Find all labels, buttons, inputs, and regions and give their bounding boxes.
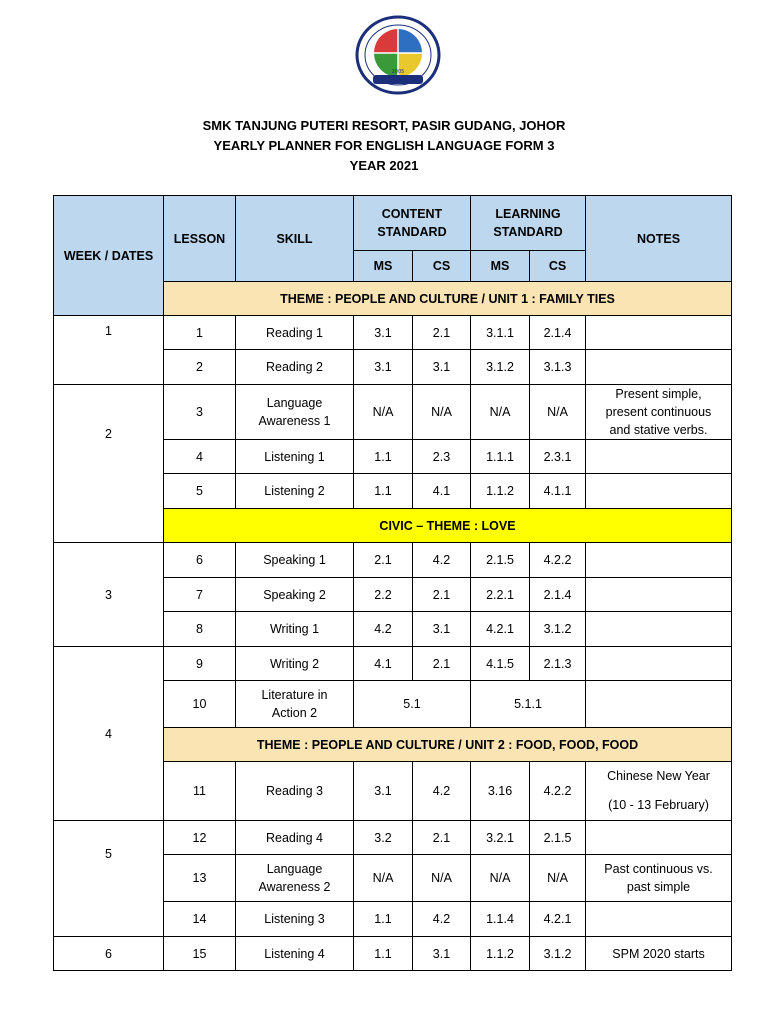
content-cs-cell: 4.2: [413, 902, 471, 937]
lesson-cell: 5: [164, 474, 236, 509]
learning-ms-cell: 4.2.1: [471, 612, 530, 647]
planner-title-heading: YEARLY PLANNER FOR ENGLISH LANGUAGE FORM 3: [213, 138, 555, 153]
lesson-cell: 10: [164, 681, 236, 728]
lesson-cell: 9: [164, 647, 236, 681]
notes-cell: [586, 821, 732, 855]
svg-text:2005: 2005: [391, 69, 405, 75]
theme-banner: THEME : PEOPLE AND CULTURE / UNIT 2 : FOOD, FOOD, FOOD: [164, 728, 732, 762]
skill-cell: Speaking 1: [236, 543, 354, 578]
skill-cell: Writing 1: [236, 612, 354, 647]
learning-cs-cell: 2.1.3: [530, 647, 586, 681]
content-cs-cell: 2.3: [413, 440, 471, 474]
notes-cell: [586, 681, 732, 728]
week-cell: 5: [54, 821, 164, 937]
week-cell: 4: [54, 647, 164, 821]
lesson-cell: 2: [164, 350, 236, 385]
learning-cs-cell: 2.1.4: [530, 316, 586, 350]
learning-ms-cell: 1.1.2: [471, 937, 530, 971]
learning-cs-cell: 4.2.1: [530, 902, 586, 937]
learning-ms-cell: 3.1.2: [471, 350, 530, 385]
content-ms-cell: 3.1: [354, 350, 413, 385]
skill-header: SKILL: [236, 196, 354, 282]
school-name-heading: SMK TANJUNG PUTERI RESORT, PASIR GUDANG, JOHOR: [202, 118, 566, 133]
skill-cell: Reading 3: [236, 762, 354, 821]
content-ms-cell: 4.2: [354, 612, 413, 647]
learning-ms-cell: 2.2.1: [471, 578, 530, 612]
lesson-cell: 15: [164, 937, 236, 971]
learning-standard-cell: 5.1.1: [471, 681, 586, 728]
table-row: [54, 385, 732, 440]
notes-cell: SPM 2020 starts: [586, 937, 732, 971]
learning-ms-cell: 1.1.4: [471, 902, 530, 937]
content-standard-cell: 5.1: [354, 681, 471, 728]
table-row: [54, 543, 732, 578]
learning-cs-cell: 4.2.2: [530, 762, 586, 821]
content-ms-cell: 2.2: [354, 578, 413, 612]
content-cs-cell: 2.1: [413, 578, 471, 612]
skill-cell: Reading 4: [236, 821, 354, 855]
skill-cell: Language Awareness 1: [236, 385, 354, 440]
yearly-planner-table: [53, 195, 732, 971]
content-cs-cell: 2.1: [413, 647, 471, 681]
week-cell: 3: [54, 543, 164, 647]
learning-cs-cell: 3.1.3: [530, 350, 586, 385]
learning-ms-cell: N/A: [471, 385, 530, 440]
lesson-cell: 1: [164, 316, 236, 350]
notes-cell: [586, 902, 732, 937]
content-ms-cell: 1.1: [354, 902, 413, 937]
content-cs-cell: 2.1: [413, 821, 471, 855]
learning-ms-cell: 1.1.2: [471, 474, 530, 509]
content-cs-cell: 4.1: [413, 474, 471, 509]
learning-cs-cell: 2.3.1: [530, 440, 586, 474]
content-cs-cell: 4.2: [413, 543, 471, 578]
notes-cell: Past continuous vs. past simple: [586, 855, 732, 902]
learning-ms-cell: 4.1.5: [471, 647, 530, 681]
lesson-cell: 3: [164, 385, 236, 440]
content-ms-cell: 3.2: [354, 821, 413, 855]
content-cs-cell: 2.1: [413, 316, 471, 350]
learning-ms-cell: 3.1.1: [471, 316, 530, 350]
content-cs-cell: 4.2: [413, 762, 471, 821]
learning-cs-header: CS: [530, 251, 586, 282]
lesson-cell: 14: [164, 902, 236, 937]
content-ms-cell: N/A: [354, 385, 413, 440]
learning-cs-cell: N/A: [530, 855, 586, 902]
content-ms-cell: 3.1: [354, 316, 413, 350]
skill-cell: Listening 1: [236, 440, 354, 474]
year-heading: YEAR 2021: [349, 158, 419, 173]
table-row: [54, 647, 732, 681]
learning-cs-cell: 2.1.5: [530, 821, 586, 855]
skill-cell: Listening 4: [236, 937, 354, 971]
lesson-cell: 11: [164, 762, 236, 821]
lesson-header: LESSON: [164, 196, 236, 282]
learning-cs-cell: N/A: [530, 385, 586, 440]
notes-cell: [586, 647, 732, 681]
table-row: [54, 821, 732, 855]
learning-ms-cell: N/A: [471, 855, 530, 902]
content-ms-header: MS: [354, 251, 413, 282]
lesson-cell: 13: [164, 855, 236, 902]
theme-banner: THEME : PEOPLE AND CULTURE / UNIT 1 : FAMILY TIES: [164, 282, 732, 316]
learning-cs-cell: 3.1.2: [530, 937, 586, 971]
notes-cell: [586, 440, 732, 474]
skill-cell: Literature in Action 2: [236, 681, 354, 728]
content-ms-cell: N/A: [354, 855, 413, 902]
lesson-cell: 4: [164, 440, 236, 474]
lesson-cell: 12: [164, 821, 236, 855]
content-cs-header: CS: [413, 251, 471, 282]
notes-cell: [586, 612, 732, 647]
learning-standard-header: LEARNING STANDARD: [471, 196, 586, 251]
content-standard-header: CONTENT STANDARD: [354, 196, 471, 251]
learning-cs-cell: 4.1.1: [530, 474, 586, 509]
week-dates-header: WEEK / DATES: [54, 196, 164, 316]
learning-ms-header: MS: [471, 251, 530, 282]
skill-cell: Language Awareness 2: [236, 855, 354, 902]
content-cs-cell: N/A: [413, 385, 471, 440]
notes-cell: Present simple, present continuous and stative verbs.: [586, 385, 732, 440]
content-cs-cell: 3.1: [413, 612, 471, 647]
content-ms-cell: 2.1: [354, 543, 413, 578]
content-cs-cell: N/A: [413, 855, 471, 902]
content-cs-cell: 3.1: [413, 350, 471, 385]
week-cell: 2: [54, 385, 164, 543]
skill-cell: Listening 2: [236, 474, 354, 509]
content-ms-cell: 3.1: [354, 762, 413, 821]
learning-cs-cell: 3.1.2: [530, 612, 586, 647]
lesson-cell: 6: [164, 543, 236, 578]
learning-ms-cell: 3.2.1: [471, 821, 530, 855]
notes-cell: [586, 578, 732, 612]
content-ms-cell: 4.1: [354, 647, 413, 681]
content-cs-cell: 3.1: [413, 937, 471, 971]
notes-cell: [586, 543, 732, 578]
lesson-cell: 7: [164, 578, 236, 612]
skill-cell: Listening 3: [236, 902, 354, 937]
skill-cell: Reading 2: [236, 350, 354, 385]
week-cell: 1: [54, 316, 164, 385]
learning-ms-cell: 2.1.5: [471, 543, 530, 578]
learning-ms-cell: 3.16: [471, 762, 530, 821]
notes-cell: [586, 474, 732, 509]
school-crest-logo: [355, 15, 441, 95]
table-row: [54, 316, 732, 350]
table-row: [54, 937, 732, 971]
skill-cell: Speaking 2: [236, 578, 354, 612]
skill-cell: Writing 2: [236, 647, 354, 681]
notes-cell: [586, 350, 732, 385]
learning-ms-cell: 1.1.1: [471, 440, 530, 474]
learning-cs-cell: 4.2.2: [530, 543, 586, 578]
learning-cs-cell: 2.1.4: [530, 578, 586, 612]
notes-cell: [586, 316, 732, 350]
content-ms-cell: 1.1: [354, 440, 413, 474]
week-cell: 6: [54, 937, 164, 971]
content-ms-cell: 1.1: [354, 474, 413, 509]
skill-cell: Reading 1: [236, 316, 354, 350]
content-ms-cell: 1.1: [354, 937, 413, 971]
lesson-cell: 8: [164, 612, 236, 647]
notes-header: NOTES: [586, 196, 732, 282]
civic-theme-banner: CIVIC – THEME : LOVE: [164, 509, 732, 543]
notes-cell: Chinese New Year (10 - 13 February): [586, 762, 732, 821]
